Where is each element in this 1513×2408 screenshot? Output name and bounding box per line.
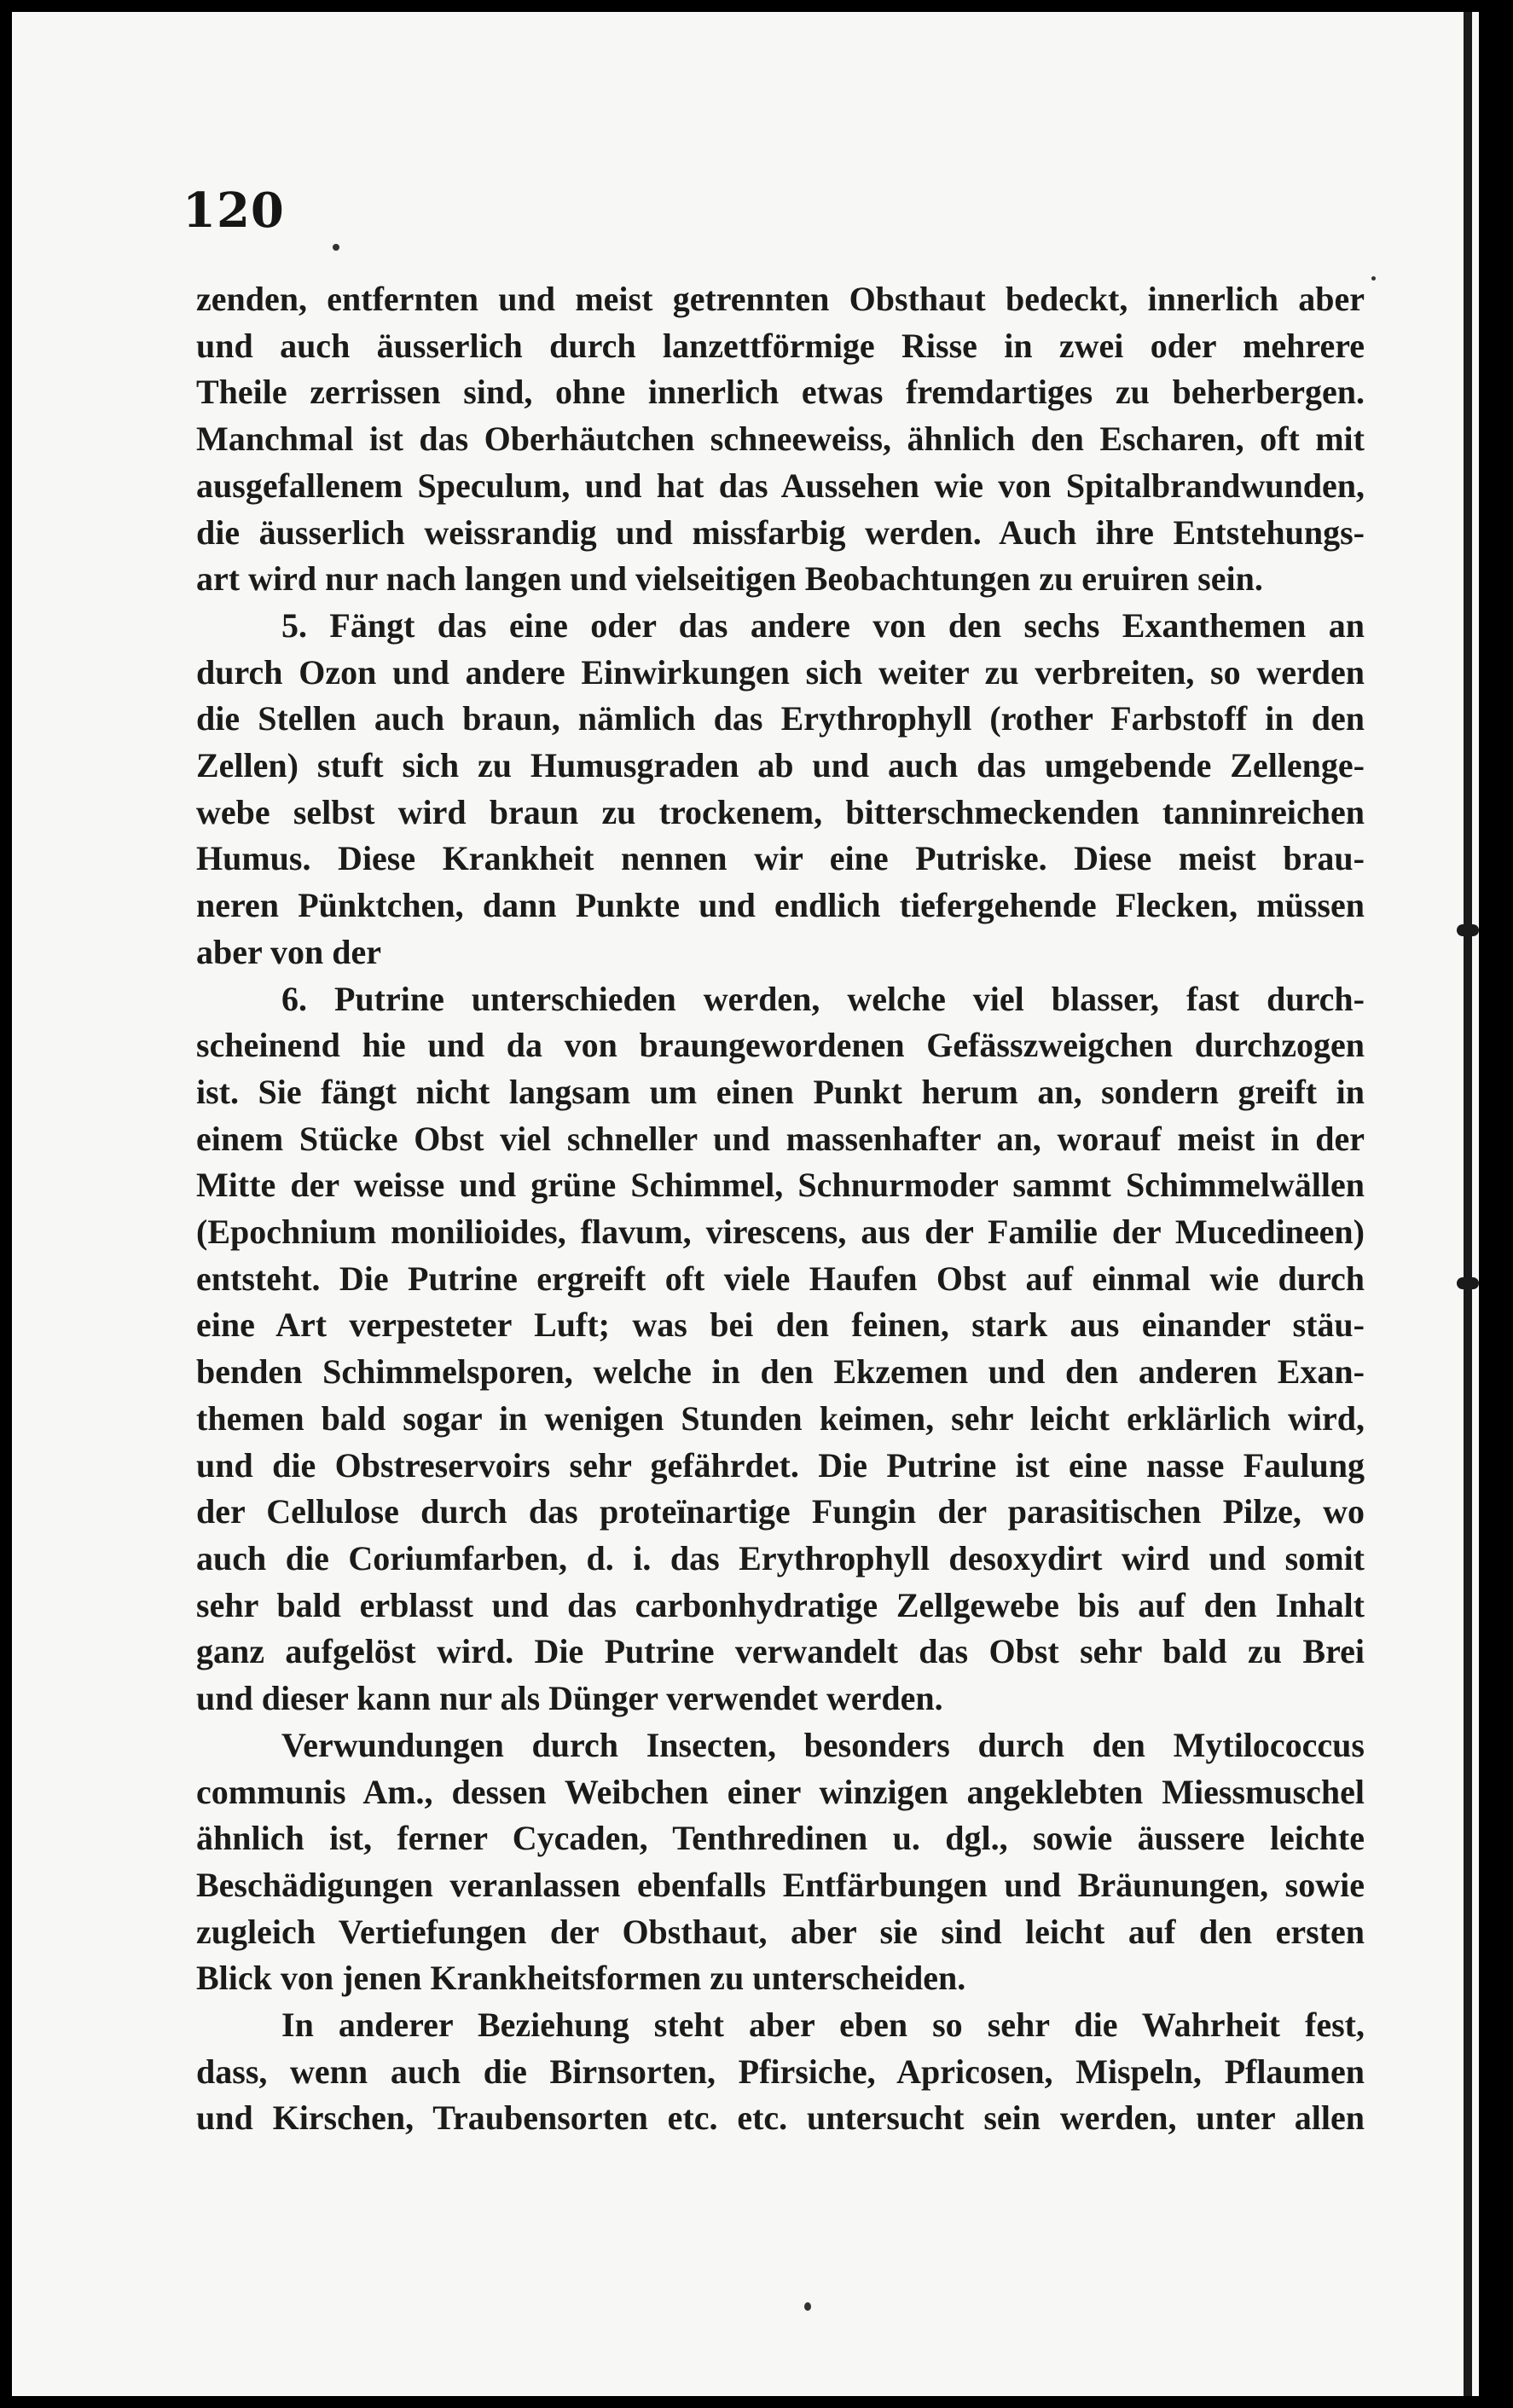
text-line: In anderer Beziehung steht aber eben so sehr die Wahrheit fest, [281, 2006, 1365, 2045]
text-line: Manchmal ist das Oberhäutchen schneeweiss, ähnlich den Escharen, oft mit [196, 420, 1365, 459]
text-line: auch die Coriumfarben, d. i. das Erythrophyll desoxydirt wird und somit [196, 1538, 1365, 1577]
text-line: scheinend hie und da von braungewordenen Gefässzweigchen durchzogen [196, 1026, 1365, 1065]
text-line: durch Ozon und andere Einwirkungen sich weiter zu verbreiten, so werden [196, 652, 1365, 692]
text-line: Humus. Diese Krankheit nennen wir eine Putriske. Diese meist brau- [196, 839, 1365, 878]
text-line: Blick von jenen Krankheitsformen zu unterscheiden. [196, 1959, 966, 1998]
paragraph-1 [196, 276, 1365, 603]
body-text [196, 276, 1365, 2142]
text-line: Theile zerrissen sind, ohne innerlich etwas fremdartiges zu beherbergen. [196, 373, 1365, 412]
text-line: die äusserlich weissrandig und missfarbig werden. Auch ihre Entstehungs- [196, 512, 1365, 552]
text-line: benden Schimmelsporen, welche in den Ekzemen und den anderen Exan- [196, 1352, 1365, 1392]
text-line: und dieser kann nur als Dünger verwendet werden. [196, 1679, 943, 1718]
scan-speck [804, 2302, 811, 2311]
text-line: eine Art verpesteter Luft; was bei den feinen, stark aus einander stäu- [196, 1305, 1365, 1345]
scan-speck [1371, 276, 1376, 281]
text-line: der Cellulose durch das proteïnartige Fungin der parasitischen Pilze, wo [196, 1492, 1365, 1531]
page-number: 120 [183, 182, 285, 239]
book-spine-edge [1464, 12, 1472, 2396]
spine-mark [1457, 1277, 1479, 1289]
text-line: (Epochnium monilioides, flavum, virescens, aus der Familie der Mucedineen) [196, 1213, 1365, 1252]
text-line: dass, wenn auch die Birnsorten, Pfirsiche, Apricosen, Mispeln, Pflaumen [196, 2052, 1365, 2091]
text-line: communis Am., dessen Weibchen einer winzigen angeklebten Miessmuschel [196, 1772, 1365, 1811]
text-line: zugleich Vertiefungen der Obsthaut, aber sie sind leicht auf den ersten [196, 1912, 1365, 1951]
spine-mark [1457, 924, 1479, 936]
paragraph-3 [196, 976, 1365, 1722]
text-line: entsteht. Die Putrine ergreift oft viele Haufen Obst auf einmal wie durch [196, 1259, 1365, 1298]
text-line: webe selbst wird braun zu trockenem, bitterschmeckenden tanninreichen [196, 792, 1365, 831]
text-line: art wird nur nach langen und vielseitigen Beobachtungen zu eruiren sein. [196, 559, 1263, 599]
text-line: Beschädigungen veranlassen ebenfalls Entfärbungen und Bräunungen, sowie [196, 1865, 1365, 1904]
scan-speck [333, 244, 339, 251]
paragraph-2 [196, 603, 1365, 976]
paragraph-4 [196, 1722, 1365, 2002]
text-line: 5. Fängt das eine oder das andere von den sechs Exanthemen an [281, 605, 1365, 645]
text-line: ähnlich ist, ferner Cycaden, Tenthredinen u. dgl., sowie äussere leichte [196, 1819, 1365, 1858]
scanned-page [12, 12, 1479, 2396]
text-line: 6. Putrine unterschieden werden, welche viel blasser, fast durch- [281, 979, 1365, 1018]
text-line: ausgefallenem Speculum, und hat das Aussehen wie von Spitalbrandwunden, [196, 466, 1365, 505]
text-line: neren Pünktchen, dann Punkte und endlich tiefergehende Flecken, müssen [196, 886, 1365, 925]
paragraph-5 [196, 2002, 1365, 2142]
text-line: und die Obstreservoirs sehr gefährdet. Die Putrine ist eine nasse Faulung [196, 1445, 1365, 1485]
text-line: sehr bald erblasst und das carbonhydratige Zellgewebe bis auf den Inhalt [196, 1585, 1365, 1624]
text-line: die Stellen auch braun, nämlich das Erythrophyll (rother Farbstoff in den [196, 699, 1365, 738]
text-line: ist. Sie fängt nicht langsam um einen Punkt herum an, sondern greift in [196, 1072, 1365, 1111]
text-line: einem Stücke Obst viel schneller und massenhafter an, worauf meist in der [196, 1119, 1365, 1158]
text-line: themen bald sogar in wenigen Stunden keimen, sehr leicht erklärlich wird, [196, 1398, 1365, 1438]
text-line: Zellen) stuft sich zu Humusgraden ab und auch das umgebende Zellenge- [196, 746, 1365, 785]
text-line: Verwundungen durch Insecten, besonders durch den Mytilococcus [281, 1725, 1365, 1764]
text-line: zenden, entfernten und meist getrennten Obsthaut bedeckt, innerlich aber [196, 280, 1365, 318]
text-line: und Kirschen, Traubensorten etc. etc. untersucht sein werden, unter allen [196, 2098, 1365, 2138]
text-line: und auch äusserlich durch lanzettförmige Risse in zwei oder mehrere [196, 326, 1365, 365]
text-line: ganz aufgelöst wird. Die Putrine verwandelt das Obst sehr bald zu Brei [196, 1632, 1365, 1671]
text-line: aber von der [196, 932, 382, 971]
text-line: Mitte der weisse und grüne Schimmel, Schnurmoder sammt Schimmelwällen [196, 1166, 1365, 1205]
